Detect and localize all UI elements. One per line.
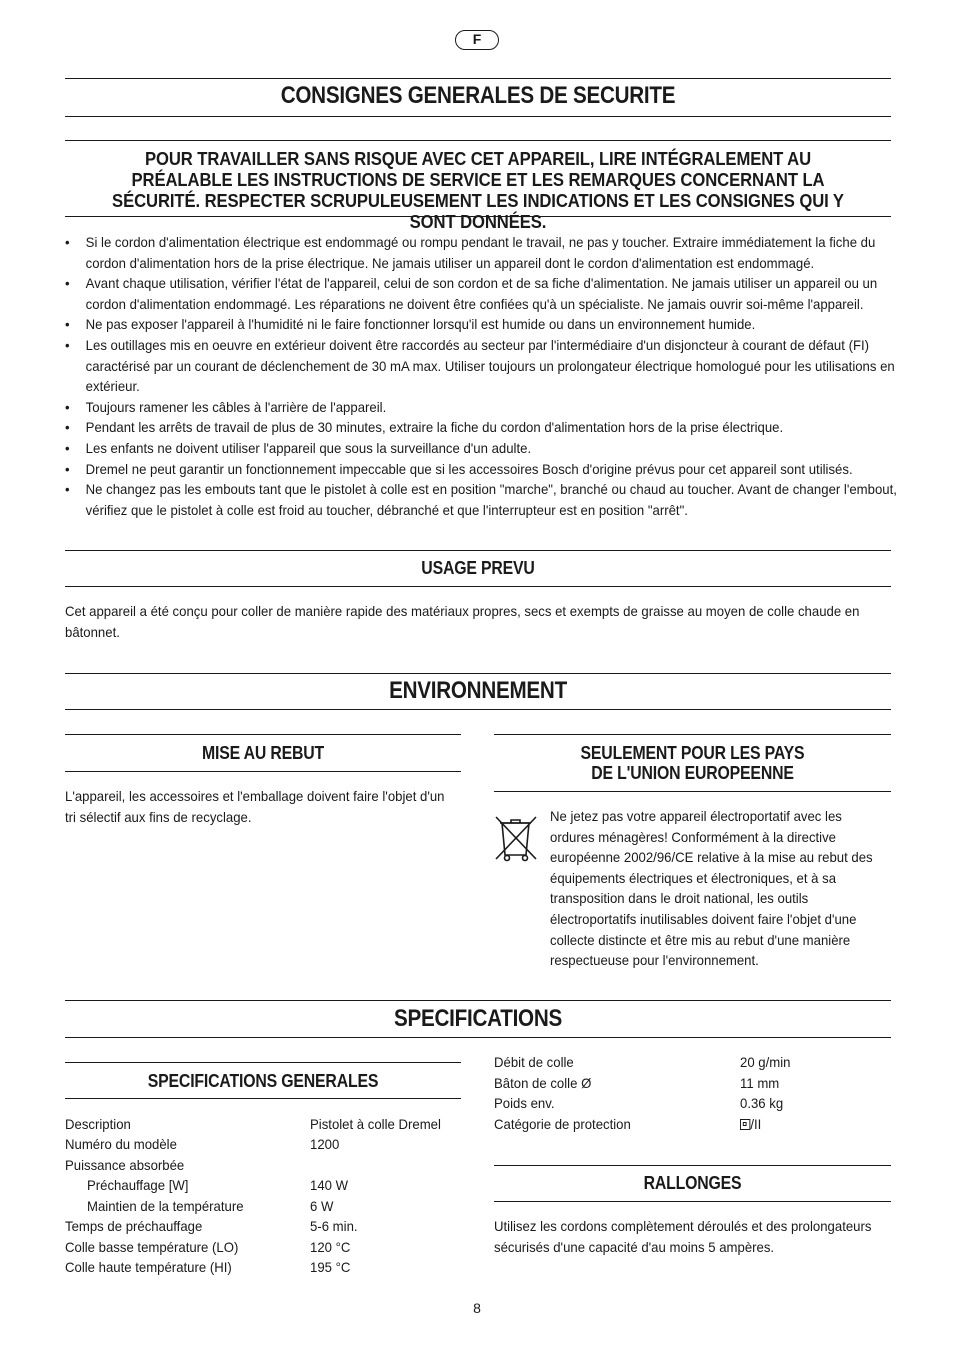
list-item: • Ne changez pas les embouts tant que le pistolet à colle est en position "marche", branché ou chaud au toucher. Avant de changer l'embout, vérifiez que le pistolet à colle est froid au toucher, débranché et que l'interrupteur est en position "arrêt". (65, 479, 911, 520)
spec-label: Description (65, 1116, 131, 1132)
spec-value: 195 °C (310, 1259, 351, 1275)
safety-list (65, 232, 897, 520)
divider (65, 771, 461, 772)
spec-label: Débit de colle (494, 1054, 574, 1070)
spec-value: Pistolet à colle Dremel (310, 1116, 441, 1132)
crossed-out-wheelie-bin-icon (493, 811, 539, 865)
specifications-title: SPECIFICATIONS (393, 1005, 563, 1032)
spec-label: Numéro du modèle (65, 1136, 177, 1152)
general-specs-heading: SPECIFICATIONS GENERALES (147, 1071, 379, 1091)
spec-value: 120 °C (310, 1239, 351, 1255)
divider (65, 116, 891, 117)
list-item: • Les enfants ne doivent utiliser l'appareil que sous la surveillance d'un adulte. (65, 438, 911, 459)
eu-heading-line: DE L'UNION EUROPEENNE (591, 763, 794, 783)
extensions-text: Utilisez les cordons complètement déroulés et des prolongateurs sécurisés d'une capacité d'au moins 5 ampères. (494, 1218, 872, 1255)
safety-warning: POUR TRAVAILLER SANS RISQUE AVEC CET APPAREIL, LIRE INTÉGRALEMENT AU PRÉALABLE LES INSTRUCTIONS DE SERVICE ET LES REMARQUES CONCERNANT LA SÉCURITÉ. RESPECTER SCRUPULEUSEMENT LES INDICATIONS ET LES CONSIGNES QUI Y SONT DONNÉES. (112, 148, 844, 232)
divider (65, 734, 461, 735)
spec-label: Colle haute température (HI) (65, 1259, 232, 1275)
list-item: • Ne pas exposer l'appareil à l'humidité ni le faire fonctionner lorsqu'il est humide ou dans un environnement humide. (65, 314, 911, 335)
list-item: • Pendant les arrêts de travail de plus de 30 minutes, extraire la fiche du cordon d'alimentation hors de la prise électrique. (65, 417, 911, 438)
divider (65, 140, 891, 141)
spec-value: 20 g/min (740, 1054, 791, 1070)
divider (494, 734, 891, 735)
safety-title: CONSIGNES GENERALES DE SECURITE (280, 82, 676, 109)
spec-label: Temps de préchauffage (65, 1218, 203, 1234)
divider (65, 1062, 461, 1063)
divider (494, 791, 891, 792)
disposal-heading: MISE AU REBUT (201, 743, 325, 763)
spec-value: 6 W (310, 1198, 334, 1214)
divider (65, 709, 891, 710)
spec-value-protection (740, 1114, 761, 1134)
divider (65, 1000, 891, 1001)
usage-heading: USAGE PREVU (421, 558, 535, 578)
divider (65, 78, 891, 79)
spec-label: Puissance absorbée (65, 1157, 185, 1173)
spec-value: 140 W (310, 1177, 349, 1193)
extensions-heading: RALLONGES (643, 1173, 742, 1193)
eu-heading (518, 743, 867, 783)
divider (65, 550, 891, 551)
double-square-protection-icon (740, 1119, 750, 1130)
spec-value: 5-6 min. (310, 1218, 358, 1234)
list-item: • Les outillages mis en oeuvre en extérieur doivent être raccordés au secteur par l'intermédiaire d'un disjoncteur à courant de défaut (FI) caractérisé par un courant de déclenchement de 30 mA max. Utiliser toujours un prolongateur électrique homologué pour les utilisations en extérieur. (65, 335, 911, 397)
spec-label: Poids env. (494, 1095, 555, 1111)
eu-text: Ne jetez pas votre appareil électroportatif avec les ordures ménagères! Conformément à la directive européenne 2002/96/CE relative à la mise au rebut des équipements électriques et électroniques, et à sa transposition dans le droit national, les outils électroportatifs inutilisables doivent faire l'objet d'une collecte distincte et être mis au rebut d'une manière respectueuse pour l'environnement. (550, 808, 873, 969)
eu-heading-line: SEULEMENT POUR LES PAYS (580, 743, 805, 763)
disposal-text: L'appareil, les accessoires et l'emballage doivent faire l'objet d'un tri sélectif aux fins de recyclage. (65, 788, 445, 825)
divider (494, 1201, 891, 1202)
language-badge: F (455, 30, 499, 50)
divider (65, 1098, 461, 1099)
spec-label: Colle basse température (LO) (65, 1239, 239, 1255)
spec-label: Bâton de colle Ø (494, 1075, 592, 1091)
spec-value: 0.36 kg (740, 1095, 784, 1111)
usage-text: Cet appareil a été conçu pour coller de manière rapide des matériaux propres, secs et exempts de graisse au moyen de colle chaude en bâtonnet. (65, 603, 860, 640)
spec-value: 11 mm (740, 1075, 780, 1091)
divider (65, 586, 891, 587)
divider (65, 216, 891, 217)
list-item: • Si le cordon d'alimentation électrique est endommagé ou rompu pendant le travail, ne pas y toucher. Extraire immédiatement la fiche du cordon d'alimentation hors de la prise électrique. Ne jamais utiliser un appareil dont le cordon d'alimentation est endommagé. (65, 232, 911, 273)
list-item: • Avant chaque utilisation, vérifier l'état de l'appareil, celui de son cordon et de sa fiche d'alimentation. Ne jamais utiliser un appareil ou un cordon d'alimentation endommagé. Les réparations ne doivent être confiées qu'à un spécialiste. Ne jamais ouvrir soi-même l'appareil. (65, 273, 911, 314)
divider (494, 1165, 891, 1166)
list-item: • Dremel ne peut garantir un fonctionnement impeccable que si les accessoires Bosch d'origine prévus pour cet appareil sont utilisés. (65, 459, 911, 480)
spec-label: Catégorie de protection (494, 1116, 631, 1132)
page-number: 8 (473, 1300, 481, 1316)
spec-value: 1200 (310, 1136, 340, 1152)
list-item: • Toujours ramener les câbles à l'arrière de l'appareil. (65, 397, 911, 418)
spec-label: Maintien de la température (87, 1198, 244, 1214)
divider (65, 673, 891, 674)
environment-title: ENVIRONNEMENT (389, 677, 567, 704)
divider (65, 1037, 891, 1038)
spec-label: Préchauffage [W] (87, 1177, 189, 1193)
spec-value: /II (750, 1116, 762, 1132)
